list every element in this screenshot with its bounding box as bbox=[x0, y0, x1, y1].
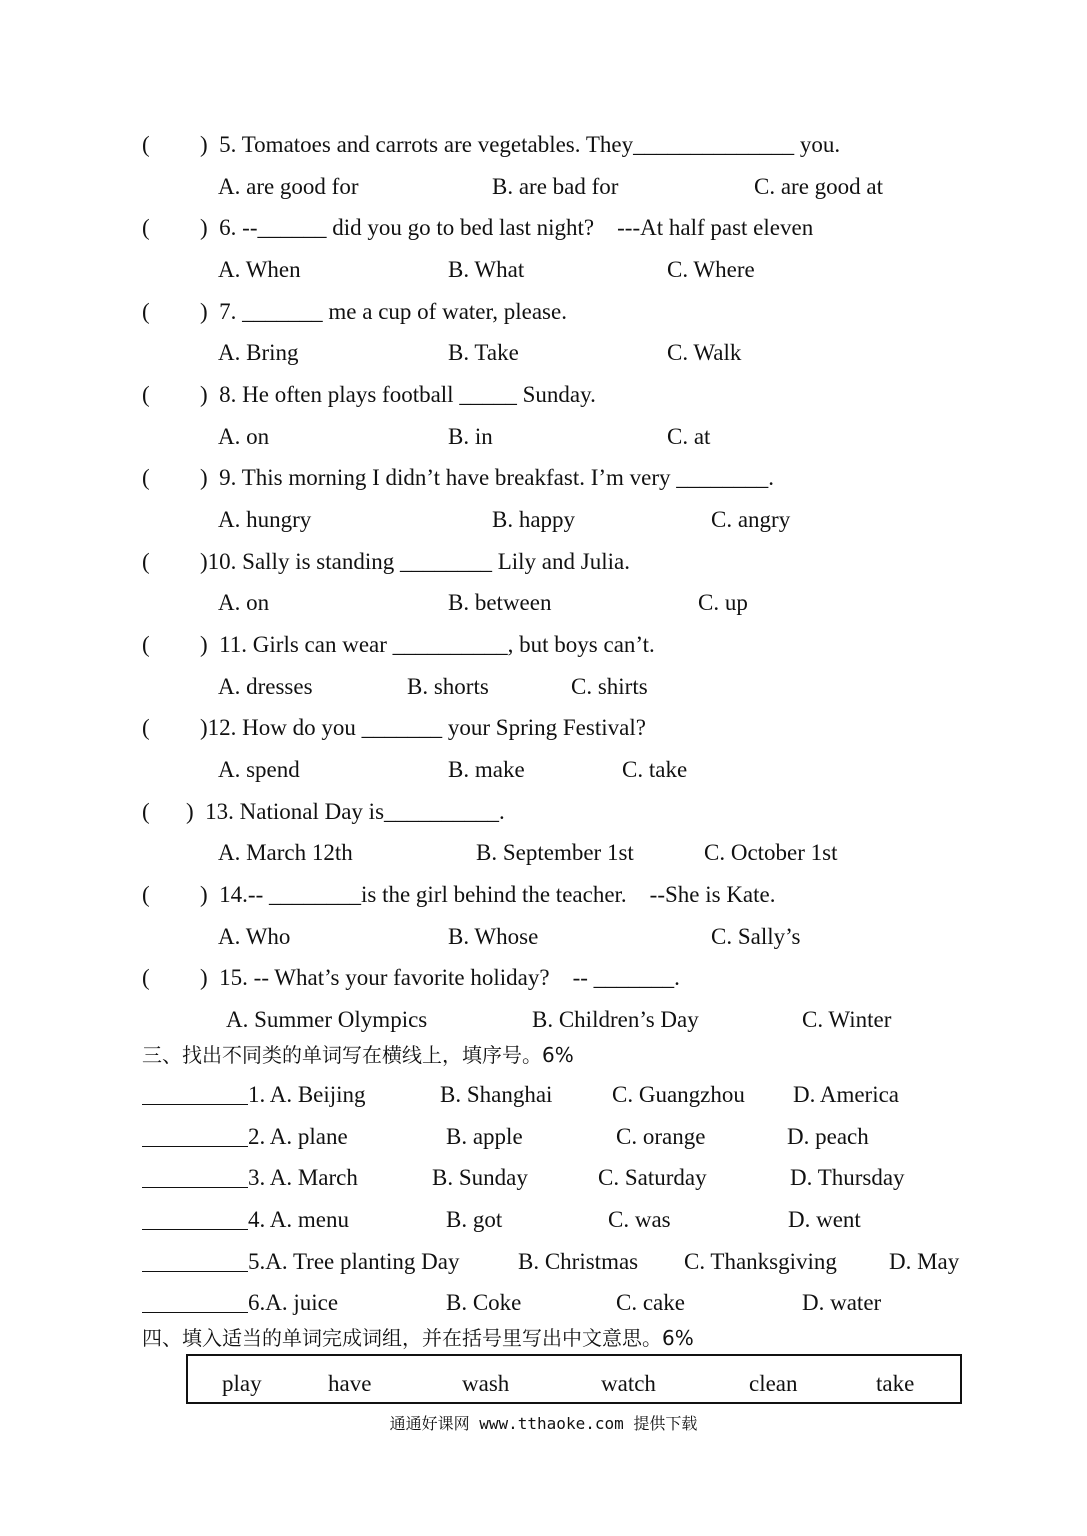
option-b: B. Take bbox=[448, 340, 519, 365]
option-b: B. are bad for bbox=[492, 174, 619, 199]
option-c: C. Walk bbox=[667, 340, 742, 365]
answer-blank bbox=[142, 1312, 248, 1313]
question-text: ) 13. National Day is__________. bbox=[186, 799, 505, 824]
paren-open: ( bbox=[142, 465, 150, 490]
question-text: ) 15. -- What’s your favorite holiday? -- _______. bbox=[200, 965, 680, 990]
answer-blank bbox=[142, 1229, 248, 1230]
option-b: B. September 1st bbox=[476, 840, 634, 865]
option-b: B. in bbox=[448, 424, 493, 449]
question-text: )10. Sally is standing ________ Lily and Julia. bbox=[200, 549, 630, 574]
paren-open: ( bbox=[142, 715, 150, 740]
word-bank-item: play bbox=[222, 1371, 262, 1396]
option-a: A. dresses bbox=[218, 674, 313, 699]
question-text: ) 6. --______ did you go to bed last night? ---At half past eleven bbox=[200, 215, 814, 240]
option-c: C. shirts bbox=[571, 674, 648, 699]
option-d: D. went bbox=[788, 1207, 861, 1232]
option-c: C. take bbox=[622, 757, 688, 782]
option-c: C. at bbox=[667, 424, 711, 449]
paren-open: ( bbox=[142, 132, 150, 157]
answer-blank bbox=[142, 1146, 248, 1147]
option-a: A. Bring bbox=[218, 340, 299, 365]
word-bank-item: clean bbox=[749, 1371, 798, 1396]
paren-open: ( bbox=[142, 549, 150, 574]
answer-blank bbox=[142, 1104, 248, 1105]
question-text: ) 9. This morning I didn’t have breakfast. I’m very ________. bbox=[200, 465, 775, 490]
option-b: B. Whose bbox=[448, 924, 539, 949]
option-c: C. Saturday bbox=[598, 1165, 707, 1190]
option-c: C. was bbox=[608, 1207, 671, 1232]
question-text: ) 5. Tomatoes and carrots are vegetables. They______________ you. bbox=[200, 132, 841, 157]
option-d: D. America bbox=[793, 1082, 900, 1107]
option-c: C. are good at bbox=[754, 174, 884, 199]
option-c: C. angry bbox=[711, 507, 791, 532]
paren-open: ( bbox=[142, 632, 150, 657]
option-b: B. Sunday bbox=[432, 1165, 528, 1190]
option-a: A. When bbox=[218, 257, 301, 282]
paren-open: ( bbox=[142, 799, 150, 824]
option-b: B. between bbox=[448, 590, 552, 615]
page-footer: 通通好课网 www.tthaoke.com 提供下载 bbox=[389, 1414, 698, 1433]
option-b: B. Christmas bbox=[518, 1249, 639, 1274]
option-a: A. hungry bbox=[218, 507, 312, 532]
option-b: B. Coke bbox=[446, 1290, 522, 1315]
question-text: ) 14.-- ________is the girl behind the teacher. --She is Kate. bbox=[200, 882, 776, 907]
answer-blank bbox=[142, 1271, 248, 1272]
option-c: C. cake bbox=[616, 1290, 685, 1315]
question-text: ) 8. He often plays football _____ Sunday. bbox=[200, 382, 596, 407]
option-c: C. Sally’s bbox=[711, 924, 801, 949]
option-a: A. March 12th bbox=[218, 840, 353, 865]
word-bank-item: watch bbox=[601, 1371, 656, 1396]
option-b: B. What bbox=[448, 257, 525, 282]
option-d: D. Thursday bbox=[790, 1165, 905, 1190]
option-b: B. make bbox=[448, 757, 525, 782]
option-a: A. Who bbox=[218, 924, 291, 949]
option-c: C. Where bbox=[667, 257, 755, 282]
option-c: C. Thanksgiving bbox=[684, 1249, 837, 1274]
item-number: 5.A. Tree planting Day bbox=[248, 1249, 460, 1274]
item-number: 2. A. plane bbox=[248, 1124, 348, 1149]
option-c: C. Guangzhou bbox=[612, 1082, 745, 1107]
question-text: )12. How do you _______ your Spring Festival? bbox=[200, 715, 646, 740]
answer-blank bbox=[142, 1187, 248, 1188]
paren-open: ( bbox=[142, 382, 150, 407]
option-b: B. happy bbox=[492, 507, 576, 532]
item-number: 3. A. March bbox=[248, 1165, 358, 1190]
option-c: C. October 1st bbox=[704, 840, 838, 865]
paren-open: ( bbox=[142, 965, 150, 990]
option-c: C. up bbox=[698, 590, 748, 615]
word-bank-item: have bbox=[328, 1371, 372, 1396]
option-b: B. apple bbox=[446, 1124, 523, 1149]
option-a: A. Summer Olympics bbox=[226, 1007, 428, 1032]
word-bank-box bbox=[186, 1354, 962, 1404]
item-number: 6.A. juice bbox=[248, 1290, 339, 1315]
option-b: B. Shanghai bbox=[440, 1082, 553, 1107]
option-b: B. got bbox=[446, 1207, 503, 1232]
section-3-heading: 三、找出不同类的单词写在横线上，填序号。6% bbox=[142, 1043, 574, 1067]
option-c: C. Winter bbox=[802, 1007, 892, 1032]
option-a: A. spend bbox=[218, 757, 300, 782]
paren-open: ( bbox=[142, 882, 150, 907]
question-text: ) 11. Girls can wear __________, but boys can’t. bbox=[200, 632, 655, 657]
question-text: ) 7. _______ me a cup of water, please. bbox=[200, 299, 567, 324]
option-d: D. May bbox=[889, 1249, 960, 1274]
section-4-heading: 四、填入适当的单词完成词组，并在括号里写出中文意思。6% bbox=[142, 1326, 694, 1350]
word-bank-item: wash bbox=[462, 1371, 510, 1396]
option-d: D. water bbox=[802, 1290, 882, 1315]
word-bank-item: take bbox=[876, 1371, 915, 1396]
option-d: D. peach bbox=[787, 1124, 869, 1149]
paren-open: ( bbox=[142, 299, 150, 324]
item-number: 4. A. menu bbox=[248, 1207, 349, 1232]
option-a: A. on bbox=[218, 424, 270, 449]
option-a: A. on bbox=[218, 590, 270, 615]
option-c: C. orange bbox=[616, 1124, 706, 1149]
item-number: 1. A. Beijing bbox=[248, 1082, 366, 1107]
paren-open: ( bbox=[142, 215, 150, 240]
option-b: B. Children’s Day bbox=[532, 1007, 699, 1032]
option-b: B. shorts bbox=[407, 674, 489, 699]
option-a: A. are good for bbox=[218, 174, 359, 199]
